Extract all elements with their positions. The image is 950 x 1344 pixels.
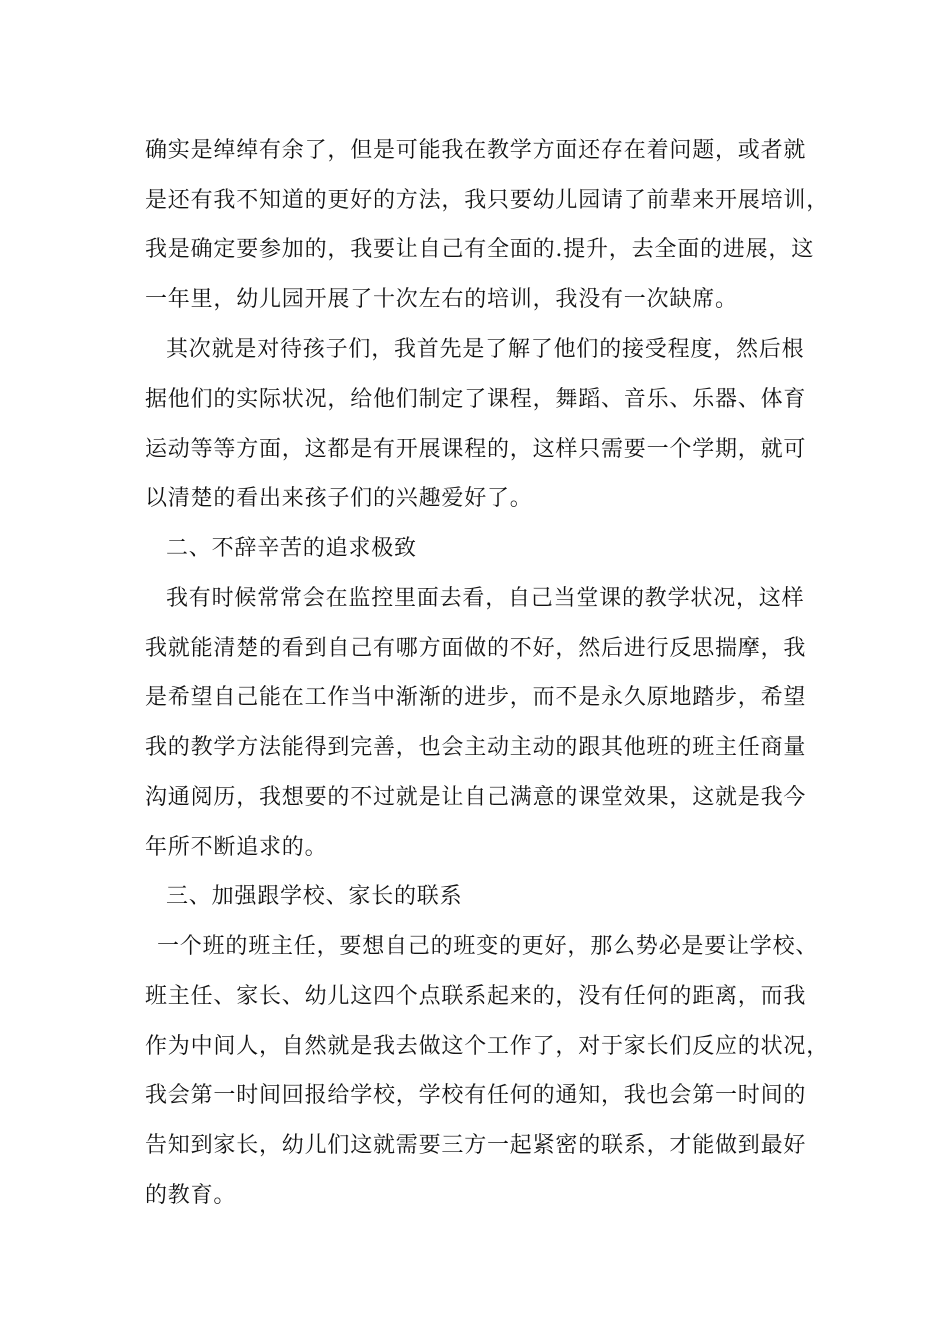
section-heading-2: 二、不辞辛苦的追求极致 [166,536,417,561]
paragraph-2-line-1: 其次就是对待孩子们，我首先是了解了他们的接受程度，然后根 [166,337,805,362]
paragraph-4-line-2: 班主任、家长、幼儿这四个点联系起来的，没有任何的距离，而我 [145,984,807,1009]
paragraph-1-line-1: 确实是绰绰有余了，但是可能我在教学方面还存在着问题，或者就 [145,138,807,163]
paragraph-1-line-3: 我是确定要参加的，我要让自己有全面的.提升，去全面的进展，这 [145,237,814,262]
paragraph-2-line-4: 以清楚的看出来孩子们的兴趣爱好了。 [145,486,533,511]
paragraph-4-line-4: 我会第一时间回报给学校，学校有任何的通知，我也会第一时间的 [145,1083,807,1108]
paragraph-1-line-4: 一年里，幼儿园开展了十次左右的培训，我没有一次缺席。 [145,287,738,312]
paragraph-3-line-5: 沟通阅历，我想要的不过就是让自己满意的课堂效果，这就是我今 [145,785,807,810]
paragraph-3-line-6: 年所不断追求的。 [145,835,328,860]
paragraph-2-line-3: 运动等等方面，这都是有开展课程的，这样只需要一个学期，就可 [145,437,807,462]
paragraph-4-line-1: 一个班的班主任，要想自己的班变的更好，那么势必是要让学校、 [157,934,819,959]
paragraph-4-line-5: 告知到家长，幼儿们这就需要三方一起紧密的联系，才能做到最好 [145,1133,807,1158]
paragraph-2-line-2: 据他们的实际状况，给他们制定了课程，舞蹈、音乐、乐器、体育 [145,387,807,412]
paragraph-3-line-4: 我的教学方法能得到完善，也会主动主动的跟其他班的班主任商量 [145,735,807,760]
paragraph-1-line-2: 是还有我不知道的更好的方法，我只要幼儿园请了前辈来开展培训， [145,188,830,213]
paragraph-3-line-3: 是希望自己能在工作当中渐渐的进步，而不是永久原地踏步，希望 [145,685,807,710]
section-heading-3: 三、加强跟学校、家长的联系 [166,884,463,909]
paragraph-3-line-1: 我有时候常常会在监控里面去看，自己当堂课的教学状况，这样 [166,586,805,611]
paragraph-3-line-2: 我就能清楚的看到自己有哪方面做的不好，然后进行反思揣摩，我 [145,636,807,661]
paragraph-4-line-6: 的教育。 [145,1183,237,1208]
paragraph-4-line-3: 作为中间人，自然就是我去做这个工作了，对于家长们反应的状况， [145,1034,830,1059]
